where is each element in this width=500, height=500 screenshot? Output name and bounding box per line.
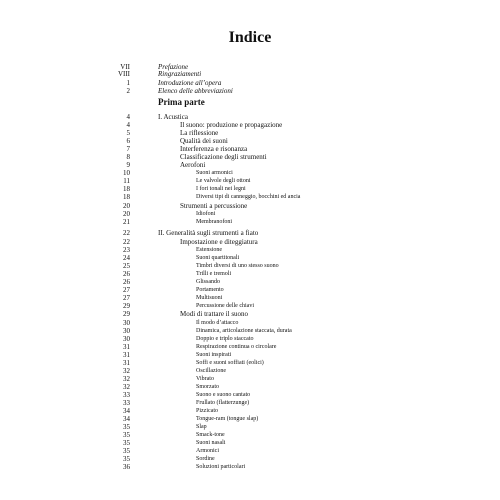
toc-page-number: 33 [123, 391, 130, 399]
toc-entry-title: Classificazione degli strumenti [180, 153, 267, 161]
toc-page-number: 35 [123, 423, 130, 431]
toc-page-number: 32 [123, 375, 130, 383]
toc-page-number: 11 [123, 177, 130, 185]
toc-entry-title: Estensione [196, 247, 222, 253]
part-heading: Prima parte [158, 97, 205, 107]
toc-page-number: 5 [126, 129, 130, 137]
toc-entry-title: Elenco delle abbreviazioni [158, 87, 233, 95]
toc-page-number: 23 [123, 246, 130, 254]
toc-page-number: 8 [126, 153, 130, 161]
toc-page-number: 18 [123, 185, 130, 193]
toc-page-number: 30 [123, 319, 130, 327]
toc-entry-title: Glissando [196, 279, 220, 285]
toc-page-number: 20 [123, 210, 130, 218]
toc-entry-title: Prefazione [158, 63, 189, 71]
toc-page-number: 27 [123, 294, 130, 302]
toc-entry-title: Armonici [196, 448, 219, 454]
toc-entry-title: Suoni nasali [196, 440, 226, 446]
toc-page-number: 30 [123, 335, 130, 343]
toc-entry-title: Aerofoni [180, 161, 206, 169]
toc-entry-title: Suoni armonici [196, 170, 233, 176]
toc-page-number: 35 [123, 439, 130, 447]
toc-entry-title: Portamento [196, 287, 224, 293]
toc-entry [0, 87, 500, 96]
toc-page-number: 1 [126, 79, 130, 87]
toc-page-number: 9 [126, 161, 130, 169]
toc-entry-title: Strumenti a percussione [180, 202, 248, 210]
toc-entry-title: Slap [196, 424, 207, 430]
toc-page-number: 26 [123, 278, 130, 286]
toc-entry-title: Percussione delle chiavi [196, 303, 254, 309]
toc-entry-title: La riflessione [180, 129, 219, 137]
toc-page-number: 4 [126, 113, 130, 121]
toc-entry-title: Tongue-ram (tongue slap) [196, 416, 259, 422]
toc-page-number: 25 [123, 262, 130, 270]
toc-page-number: 18 [123, 193, 130, 201]
toc-page-number: 34 [123, 407, 130, 415]
toc-page-number: 4 [126, 121, 130, 129]
toc-page-number: 36 [123, 463, 130, 471]
toc-entry-title: Suoni quartitonali [196, 255, 240, 261]
toc-page-number: 7 [126, 145, 130, 153]
toc-entry-title: Sordine [196, 456, 215, 462]
toc-page-number: 32 [123, 367, 130, 375]
toc-entry-title: Suoni inspirati [196, 352, 232, 358]
toc-entry-title: Soffi e suoni soffiati (eolici) [196, 360, 264, 366]
toc-page-number: 2 [126, 87, 130, 95]
toc-page-number: 6 [126, 137, 130, 145]
toc-page-number: 33 [123, 399, 130, 407]
toc-entry-title: II. Generalità sugli strumenti a fiato [158, 229, 259, 237]
toc-entry [0, 193, 500, 202]
toc-page-number: 22 [123, 229, 130, 237]
page-title: Indice [228, 29, 272, 46]
toc-entry-title: I. Acustica [158, 113, 188, 121]
toc-entry [0, 218, 500, 227]
toc-entry-title: Respirazione continua o circolare [196, 344, 277, 350]
toc-entry-title: Il suono: produzione e propagazione [180, 121, 283, 129]
toc-entry-title: Vibrato [196, 376, 214, 382]
toc-entry-title: Smorzato [196, 384, 219, 390]
toc-page-number: 35 [123, 431, 130, 439]
toc-entry [0, 310, 500, 319]
toc-page-number: 30 [123, 327, 130, 335]
toc-page-number: 22 [123, 238, 130, 246]
toc-entry-title: Smack-tone [196, 432, 225, 438]
toc-entry-title: Dinamica, articolazione staccata, durata [196, 328, 292, 334]
toc-page-number: 35 [123, 455, 130, 463]
toc-page-number: 31 [123, 343, 130, 351]
toc-entry-title: Suono e suono cantato [196, 392, 251, 398]
toc-entry-title: Impostazione e diteggiatura [180, 238, 258, 246]
toc-entry-title: Il modo d’attacco [196, 320, 239, 326]
toc-entry-title: Doppio e triplo staccato [196, 336, 254, 342]
toc-entry [0, 98, 500, 107]
toc-page-number: 31 [123, 359, 130, 367]
toc-entry-title: Qualità dei suoni [180, 137, 228, 145]
toc-page-number: VIII [117, 70, 130, 78]
toc-page-number: 35 [123, 447, 130, 455]
toc-entry-title: Multisuoni [196, 295, 223, 301]
toc-entry-title: Timbri diversi di uno stesso suono [196, 263, 279, 269]
toc-page-number: 32 [123, 383, 130, 391]
toc-entry [0, 70, 500, 79]
toc-entry-title: Modi di trattare il suono [180, 310, 249, 318]
toc-page-number: 26 [123, 270, 130, 278]
toc-entry [0, 463, 500, 472]
toc-entry [0, 229, 500, 238]
toc-entry-title: Le valvole degli ottoni [196, 178, 251, 184]
toc-page-number: 29 [123, 310, 130, 318]
toc-entry-title: Soluzioni particolari [196, 464, 246, 470]
toc-page-number: 24 [123, 254, 130, 262]
toc-page-number: 20 [123, 202, 130, 210]
toc-page-number: 21 [123, 218, 130, 226]
toc-entry-title: Frullato (flatterzunge) [196, 400, 250, 406]
toc-page-number: 31 [123, 351, 130, 359]
toc-entry-title: Diversi tipi di canneggio, bocchini ed ancia [196, 194, 301, 200]
toc-page-number: 29 [123, 302, 130, 310]
toc-entry-title: Idiofoni [196, 211, 216, 217]
toc-entry-title: I fori tonali nei legni [196, 186, 246, 192]
toc-page-number: VII [120, 63, 130, 71]
toc-entry-title: Ringraziamenti [158, 70, 202, 78]
toc-entry-title: Membranofoni [196, 219, 232, 225]
toc-entry-title: Oscillazione [196, 368, 226, 374]
toc-entry-title: Interferenza e risonanza [180, 145, 248, 153]
toc-entry-title: Introduzione all’opera [158, 79, 222, 87]
toc-page-number: 10 [123, 169, 130, 177]
toc-entry-title: Trilli e tremoli [196, 271, 232, 277]
toc-page-number: 34 [123, 415, 130, 423]
toc-page-number: 27 [123, 286, 130, 294]
toc-entry-title: Pizzicato [196, 408, 218, 414]
